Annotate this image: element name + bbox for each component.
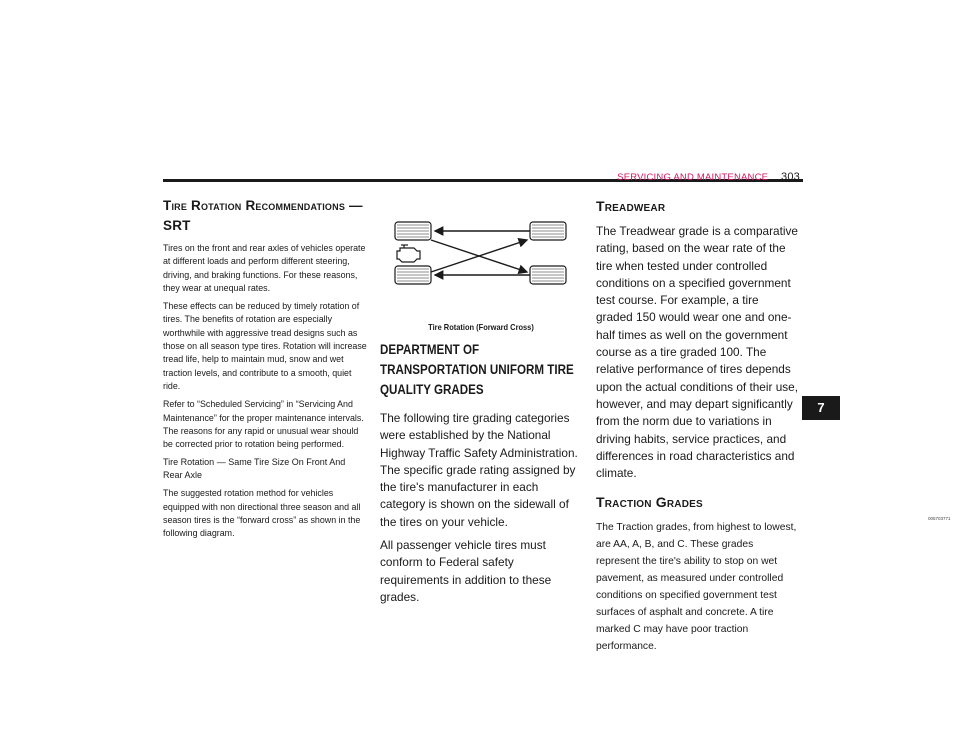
section-label: SERVICING AND MAINTENANCE [617, 172, 769, 183]
engine-icon [397, 245, 420, 262]
figure-id: 005703771 [928, 516, 951, 521]
forward-cross-diagram [380, 210, 582, 322]
tire-rear-right [530, 266, 566, 284]
column-right [596, 196, 798, 661]
traction-paragraph: The Traction grades, from highest to lowest, are AA, A, B, and C. These grades represent the tire's ability to stop on wet pavement, as measured under controlled conditions on specified government test surfaces of asphalt and concrete. A tire marked C may have poor traction performance. [596, 522, 797, 653]
paragraph-4: The suggested rotation method for vehicles equipped with non directional three season and all season tires is the “forward cross” as shown in the following diagram. [163, 488, 361, 539]
dot-quality-grades-title: DEPARTMENT OF TRANSPORTATION UNIFORM TIRE QUALITY GRADES [380, 342, 574, 397]
tire-rear-left [395, 266, 431, 284]
same-size-subheading: Tire Rotation — Same Tire Size On Front And Rear Axle [163, 457, 346, 481]
traction-grades-heading: Traction Grades [596, 494, 703, 511]
tire-rotation-heading: Tire Rotation Recommendations — SRT [163, 198, 363, 233]
diagram-caption: Tire Rotation (Forward Cross) [428, 322, 534, 332]
paragraph-3: Refer to “Scheduled Servicing” in “Servicing And Maintenance” for the proper maintenance intervals. The reasons for any rapid or unusual wear should be corrected prior to rotation being performed. [163, 399, 364, 450]
tire-front-left [395, 222, 431, 240]
paragraph-1: Tires on the front and rear axles of vehicles operate at different loads and perform different steering, driving, and braking functions. For these reasons, they wear at unequal rates. [163, 243, 366, 293]
chapter-tab: 7 [802, 396, 840, 420]
treadwear-heading: Treadwear [596, 198, 666, 214]
grading-paragraph: The following tire grading categories were established by the National Highway Traffic Safety Administration. The specific grade rating assigned by the tire's manufacturer in each category is shown on the sidewall of the tires on your vehicle. [380, 411, 578, 529]
safety-paragraph: All passenger vehicle tires must conform to Federal safety requirements in addition to these grades. [380, 538, 552, 604]
page-number: 303 [781, 171, 800, 183]
page-header [500, 171, 800, 183]
paragraph-2: These effects can be reduced by timely rotation of tires. The benefits of rotation are especially worthwhile with aggressive tread designs such as those on all season type tires. Rotation will increase tread life, help to maintain mud, snow and wet traction levels, and contribute to a smooth, quiet ride. [163, 301, 367, 391]
column-left [163, 196, 367, 546]
tire-front-right [530, 222, 566, 240]
treadwear-paragraph: The Treadwear grade is a comparative rating, based on the wear rate of the tire when tested under controlled conditions on a specified government test course. For example, a tire graded 150 would wear one and one-half times as well on the government course as a tire graded 100. The relative performance of tires depends upon the actual conditions of their use, however, and may depart significantly from the norm due to variations in driving habits, service practices, and differences in road characteristics and climate. [596, 224, 798, 481]
